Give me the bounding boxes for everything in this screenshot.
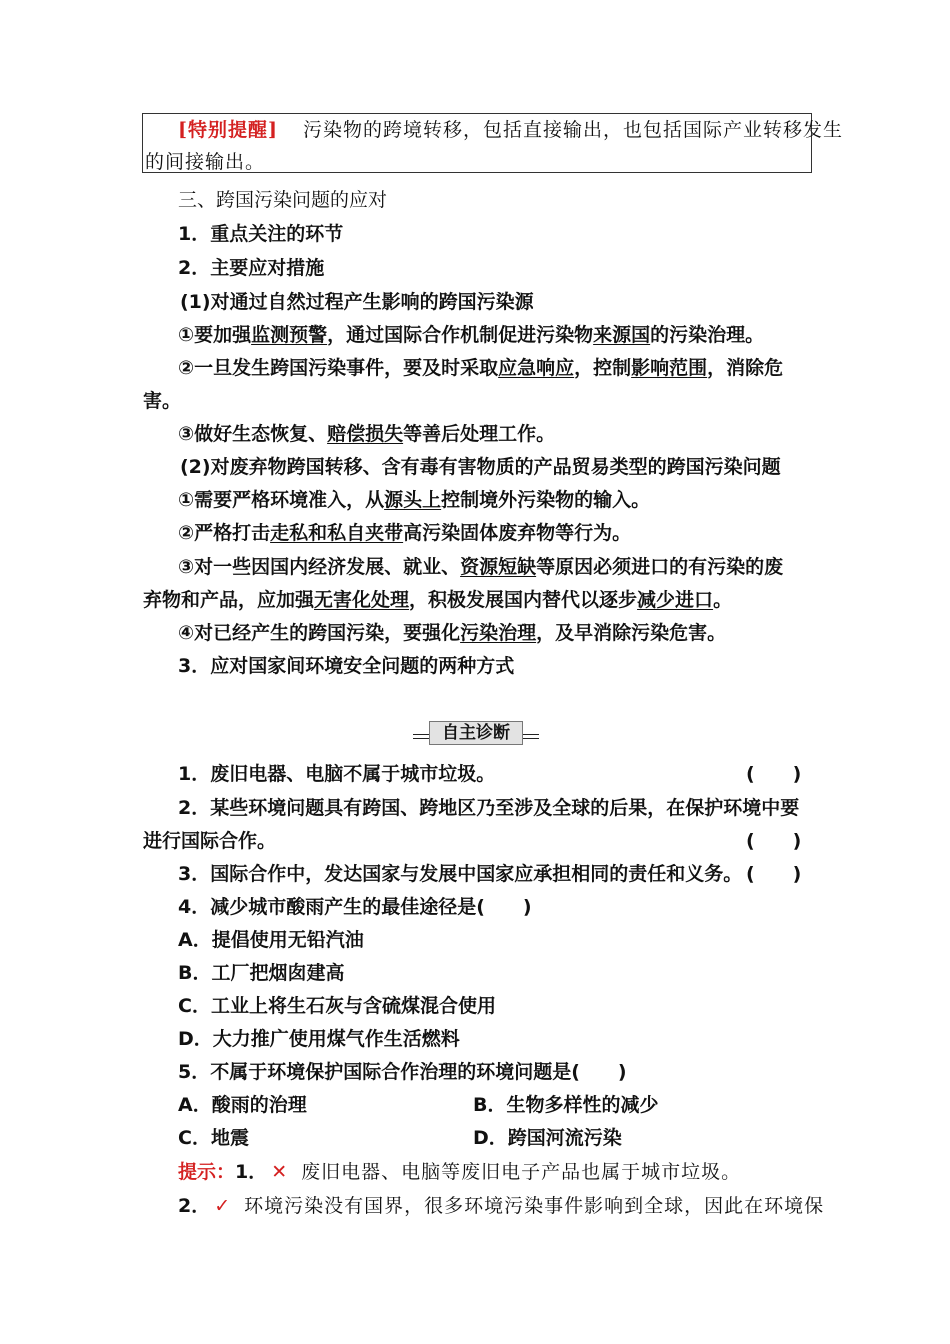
text: ②一旦发生跨国污染事件，要及时采取 — [178, 357, 499, 379]
underlined-term: 污染治理 — [460, 622, 537, 644]
hint-1 — [178, 1160, 741, 1184]
option-4a: A．提倡使用无铅汽油 — [178, 929, 364, 951]
hint-1-text: 废旧电器、电脑等废旧电子产品也属于城市垃圾。 — [301, 1161, 742, 1183]
underlined-term: 监测预警 — [251, 324, 328, 346]
option-5c: C．地震 — [178, 1127, 249, 1149]
text: 弃物和产品，应加强 — [143, 589, 315, 611]
hint-label: 提示： — [178, 1161, 236, 1183]
measure-b3 — [178, 555, 783, 579]
point-1: 1．重点关注的环节 — [178, 223, 344, 245]
text: ③做好生态恢复、 — [178, 423, 328, 445]
text: ①要加强 — [178, 324, 252, 346]
badge-label: 自主诊断 — [429, 721, 523, 745]
self-diagnosis-badge — [413, 721, 539, 747]
option-4d: D．大力推广使用煤气作生活燃料 — [178, 1028, 460, 1050]
measure-b2 — [178, 521, 631, 545]
point-3: 3．应对国家间环境安全问题的两种方式 — [178, 655, 515, 677]
question-1: 1．废旧电器、电脑不属于城市垃圾。 — [178, 763, 496, 785]
option-4c: C．工业上将生石灰与含硫煤混合使用 — [178, 995, 496, 1017]
text: 的污染治理。 — [650, 324, 765, 346]
measure-a1 — [178, 323, 764, 347]
option-4b: B．工厂把烟囱建高 — [178, 962, 345, 984]
text: 等善后处理工作。 — [403, 423, 556, 445]
underlined-term: 赔偿损失 — [327, 423, 404, 445]
answer-blank: ( ) — [746, 830, 802, 852]
measure-a2 — [178, 356, 783, 380]
section-heading: 三、跨国污染问题的应对 — [178, 189, 388, 211]
text: ，消除危 — [707, 357, 784, 379]
question-5: 5．不属于环境保护国际合作治理的环境问题是( ) — [178, 1061, 627, 1083]
measure-a3 — [178, 422, 555, 446]
underlined-term: 源头上 — [384, 489, 442, 511]
text: ④对已经产生的跨国污染，要强化 — [178, 622, 461, 644]
question-4: 4．减少城市酸雨产生的最佳途径是( ) — [178, 896, 532, 918]
hint-2 — [178, 1194, 824, 1218]
hint-2-text: 环境污染没有国界，很多环境污染事件影响到全球，因此在环境保 — [244, 1195, 825, 1217]
hint-1-number: 1． — [235, 1161, 268, 1183]
measure-a2-cont: 害。 — [143, 390, 182, 412]
question-3: 3．国际合作中，发达国家与发展中国家应承担相同的责任和义务。 — [178, 863, 743, 885]
cross-icon: ✕ — [271, 1161, 288, 1183]
text: ③对一些因国内经济发展、就业、 — [178, 556, 461, 578]
text: ①需要严格环境准入，从 — [178, 489, 385, 511]
text: ，控制 — [574, 357, 632, 379]
underlined-term: 资源短缺 — [460, 556, 537, 578]
special-note-line-2: 的间接输出。 — [145, 151, 266, 173]
underlined-term: 减少进口 — [637, 589, 714, 611]
check-icon: ✓ — [214, 1195, 231, 1217]
option-5b: B．生物多样性的减少 — [473, 1094, 659, 1116]
text: 控制境外污染物的输入。 — [441, 489, 651, 511]
text: 等原因必须进口的有污染的废 — [536, 556, 784, 578]
text: ，及早消除污染危害。 — [536, 622, 727, 644]
special-note-line-1 — [178, 118, 843, 142]
underlined-term: 无害化处理 — [314, 589, 410, 611]
underlined-term: 来源国 — [593, 324, 651, 346]
measure-b1 — [178, 488, 650, 512]
underlined-term: 走私和私自夹带 — [270, 522, 404, 544]
special-note-label: [特别提醒] — [178, 119, 278, 141]
answer-blank: ( ) — [746, 763, 802, 785]
text: ，通过国际合作机制促进污染物 — [327, 324, 594, 346]
answer-blank: ( ) — [746, 863, 802, 885]
special-note-text-1: 污染物的跨境转移，包括直接输出，也包括国际产业转移发生 — [303, 119, 844, 141]
option-5a: A．酸雨的治理 — [178, 1094, 307, 1116]
question-2: 2．某些环境问题具有跨国、跨地区乃至涉及全球的后果，在保护环境中要 — [178, 797, 800, 819]
hint-2-number: 2． — [178, 1195, 211, 1217]
point-2-1: (1)对通过自然过程产生影响的跨国污染源 — [180, 291, 534, 313]
text: 高污染固体废弃物等行为。 — [403, 522, 632, 544]
text: ，积极发展国内替代以逐步 — [409, 589, 638, 611]
measure-b3-cont — [143, 588, 732, 612]
text: 。 — [713, 589, 733, 611]
underlined-term: 应急响应 — [498, 357, 575, 379]
option-5d: D．跨国河流污染 — [473, 1127, 622, 1149]
question-2-cont: 进行国际合作。 — [143, 830, 277, 852]
underlined-term: 影响范围 — [631, 357, 708, 379]
text: ②严格打击 — [178, 522, 271, 544]
measure-b4 — [178, 621, 726, 645]
point-2: 2．主要应对措施 — [178, 257, 325, 279]
point-2-2: (2)对废弃物跨国转移、含有毒有害物质的产品贸易类型的跨国污染问题 — [180, 456, 781, 478]
